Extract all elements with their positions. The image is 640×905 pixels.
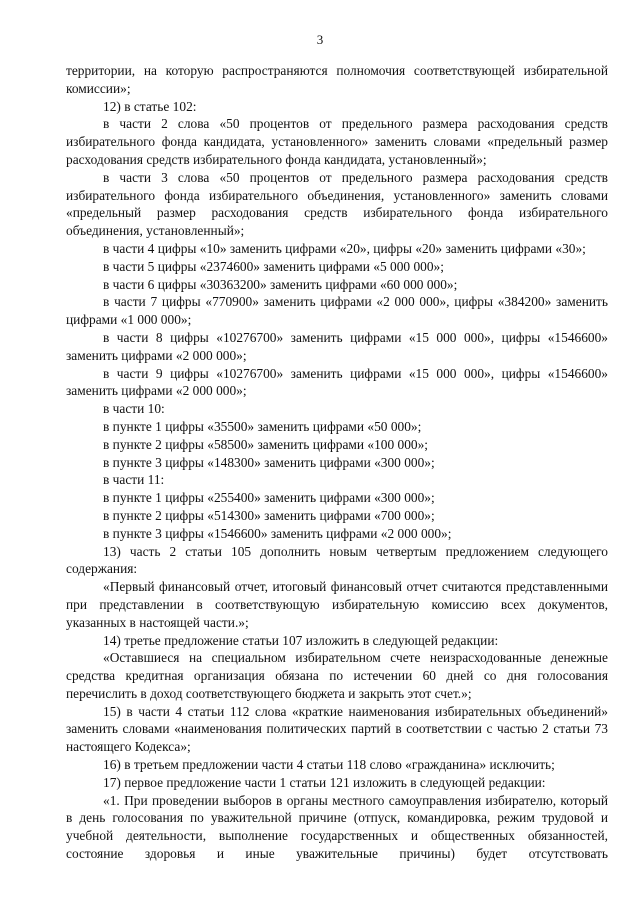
paragraph: в пункте 3 цифры «1546600» заменить цифрами «2 000 000»; xyxy=(103,525,452,541)
paragraph: в пункте 1 цифры «35500» заменить цифрами «50 000»; xyxy=(103,418,422,434)
document-body xyxy=(66,62,608,863)
paragraph: «1. При проведении выборов в органы местного самоуправления избирателю, который в день голосования по уважительной причине (отпуск, командировка, режим трудовой и учебной деятельности, выполнение государственных и общественных обязанностей, состояние здоровья и иные уважительные причины) будет отсутствовать xyxy=(66,792,608,862)
paragraph: территории, на которую распространяются полномочия соответствующей избирательной комиссии»; xyxy=(66,63,608,96)
paragraph: в части 3 слова «50 процентов от предельного размера расходования средств избирательного фонда избирательного объединения, установленного» заменить словами «предельный размер расходования средств избирательного фонда избирательного объединения, установленный»; xyxy=(66,169,608,239)
paragraph: в пункте 3 цифры «148300» заменить цифрами «300 000»; xyxy=(103,454,435,470)
paragraph: 13) часть 2 статьи 105 дополнить новым четвертым предложением следующего содержания: xyxy=(66,543,608,577)
paragraph: в пункте 2 цифры «58500» заменить цифрами «100 000»; xyxy=(103,436,429,452)
paragraph: в части 6 цифры «30363200» заменить цифрами «60 000 000»; xyxy=(103,276,458,292)
paragraph: в пункте 2 цифры «514300» заменить цифрами «700 000»; xyxy=(103,507,435,523)
paragraph: в части 8 цифры «10276700» заменить цифрами «15 000 000», цифры «1546600» заменить цифрами «2 000 000»; xyxy=(66,329,608,363)
paragraph: в части 10: xyxy=(103,401,165,417)
paragraph: 15) в части 4 статьи 112 слова «краткие наименования избирательных объединений» заменить словами «наименования политических партий в соответствии с частью 2 статьи 73 настоящего Кодекса»; xyxy=(66,703,608,755)
paragraph: «Первый финансовый отчет, итоговый финансовый отчет считаются представленными при представлении в соответствующую избирательную комиссию всех документов, указанных в настоящей части.»; xyxy=(66,579,608,630)
paragraph: 12) в статье 102: xyxy=(103,98,197,114)
paragraph: в части 7 цифры «770900» заменить цифрами «2 000 000», цифры «384200» заменить цифрами «1 000 000»; xyxy=(66,294,608,328)
paragraph: в части 5 цифры «2374600» заменить цифрами «5 000 000»; xyxy=(103,258,444,274)
paragraph: 16) в третьем предложении части 4 статьи 118 слово «гражданина» исключить; xyxy=(103,757,555,773)
paragraph: в пункте 1 цифры «255400» заменить цифрами «300 000»; xyxy=(103,490,435,506)
paragraph: в части 11: xyxy=(103,472,165,488)
paragraph: в части 4 цифры «10» заменить цифрами «20», цифры «20» заменить цифрами «30»; xyxy=(103,240,586,256)
paragraph: 17) первое предложение части 1 статьи 121 изложить в следующей редакции: xyxy=(103,774,546,790)
paragraph: в части 9 цифры «10276700» заменить цифрами «15 000 000», цифры «1546600» заменить цифрами «2 000 000»; xyxy=(66,365,608,399)
page-number: 3 xyxy=(316,32,324,47)
paragraph: 14) третье предложение статьи 107 изложить в следующей редакции: xyxy=(103,632,499,648)
paragraph: «Оставшиеся на специальном избирательном счете неизрасходованные денежные средства кредитная организация обязана по истечении 60 дней со дня голосования перечислить в доход соответствующего бюджета и закрыть этот счет.»; xyxy=(66,650,608,701)
paragraph: в части 2 слова «50 процентов от предельного размера расходования средств избирательного фонда кандидата, установленного» заменить словами «предельный размер расходования средств избирательного фонда кандидата, установленный»; xyxy=(66,116,608,167)
